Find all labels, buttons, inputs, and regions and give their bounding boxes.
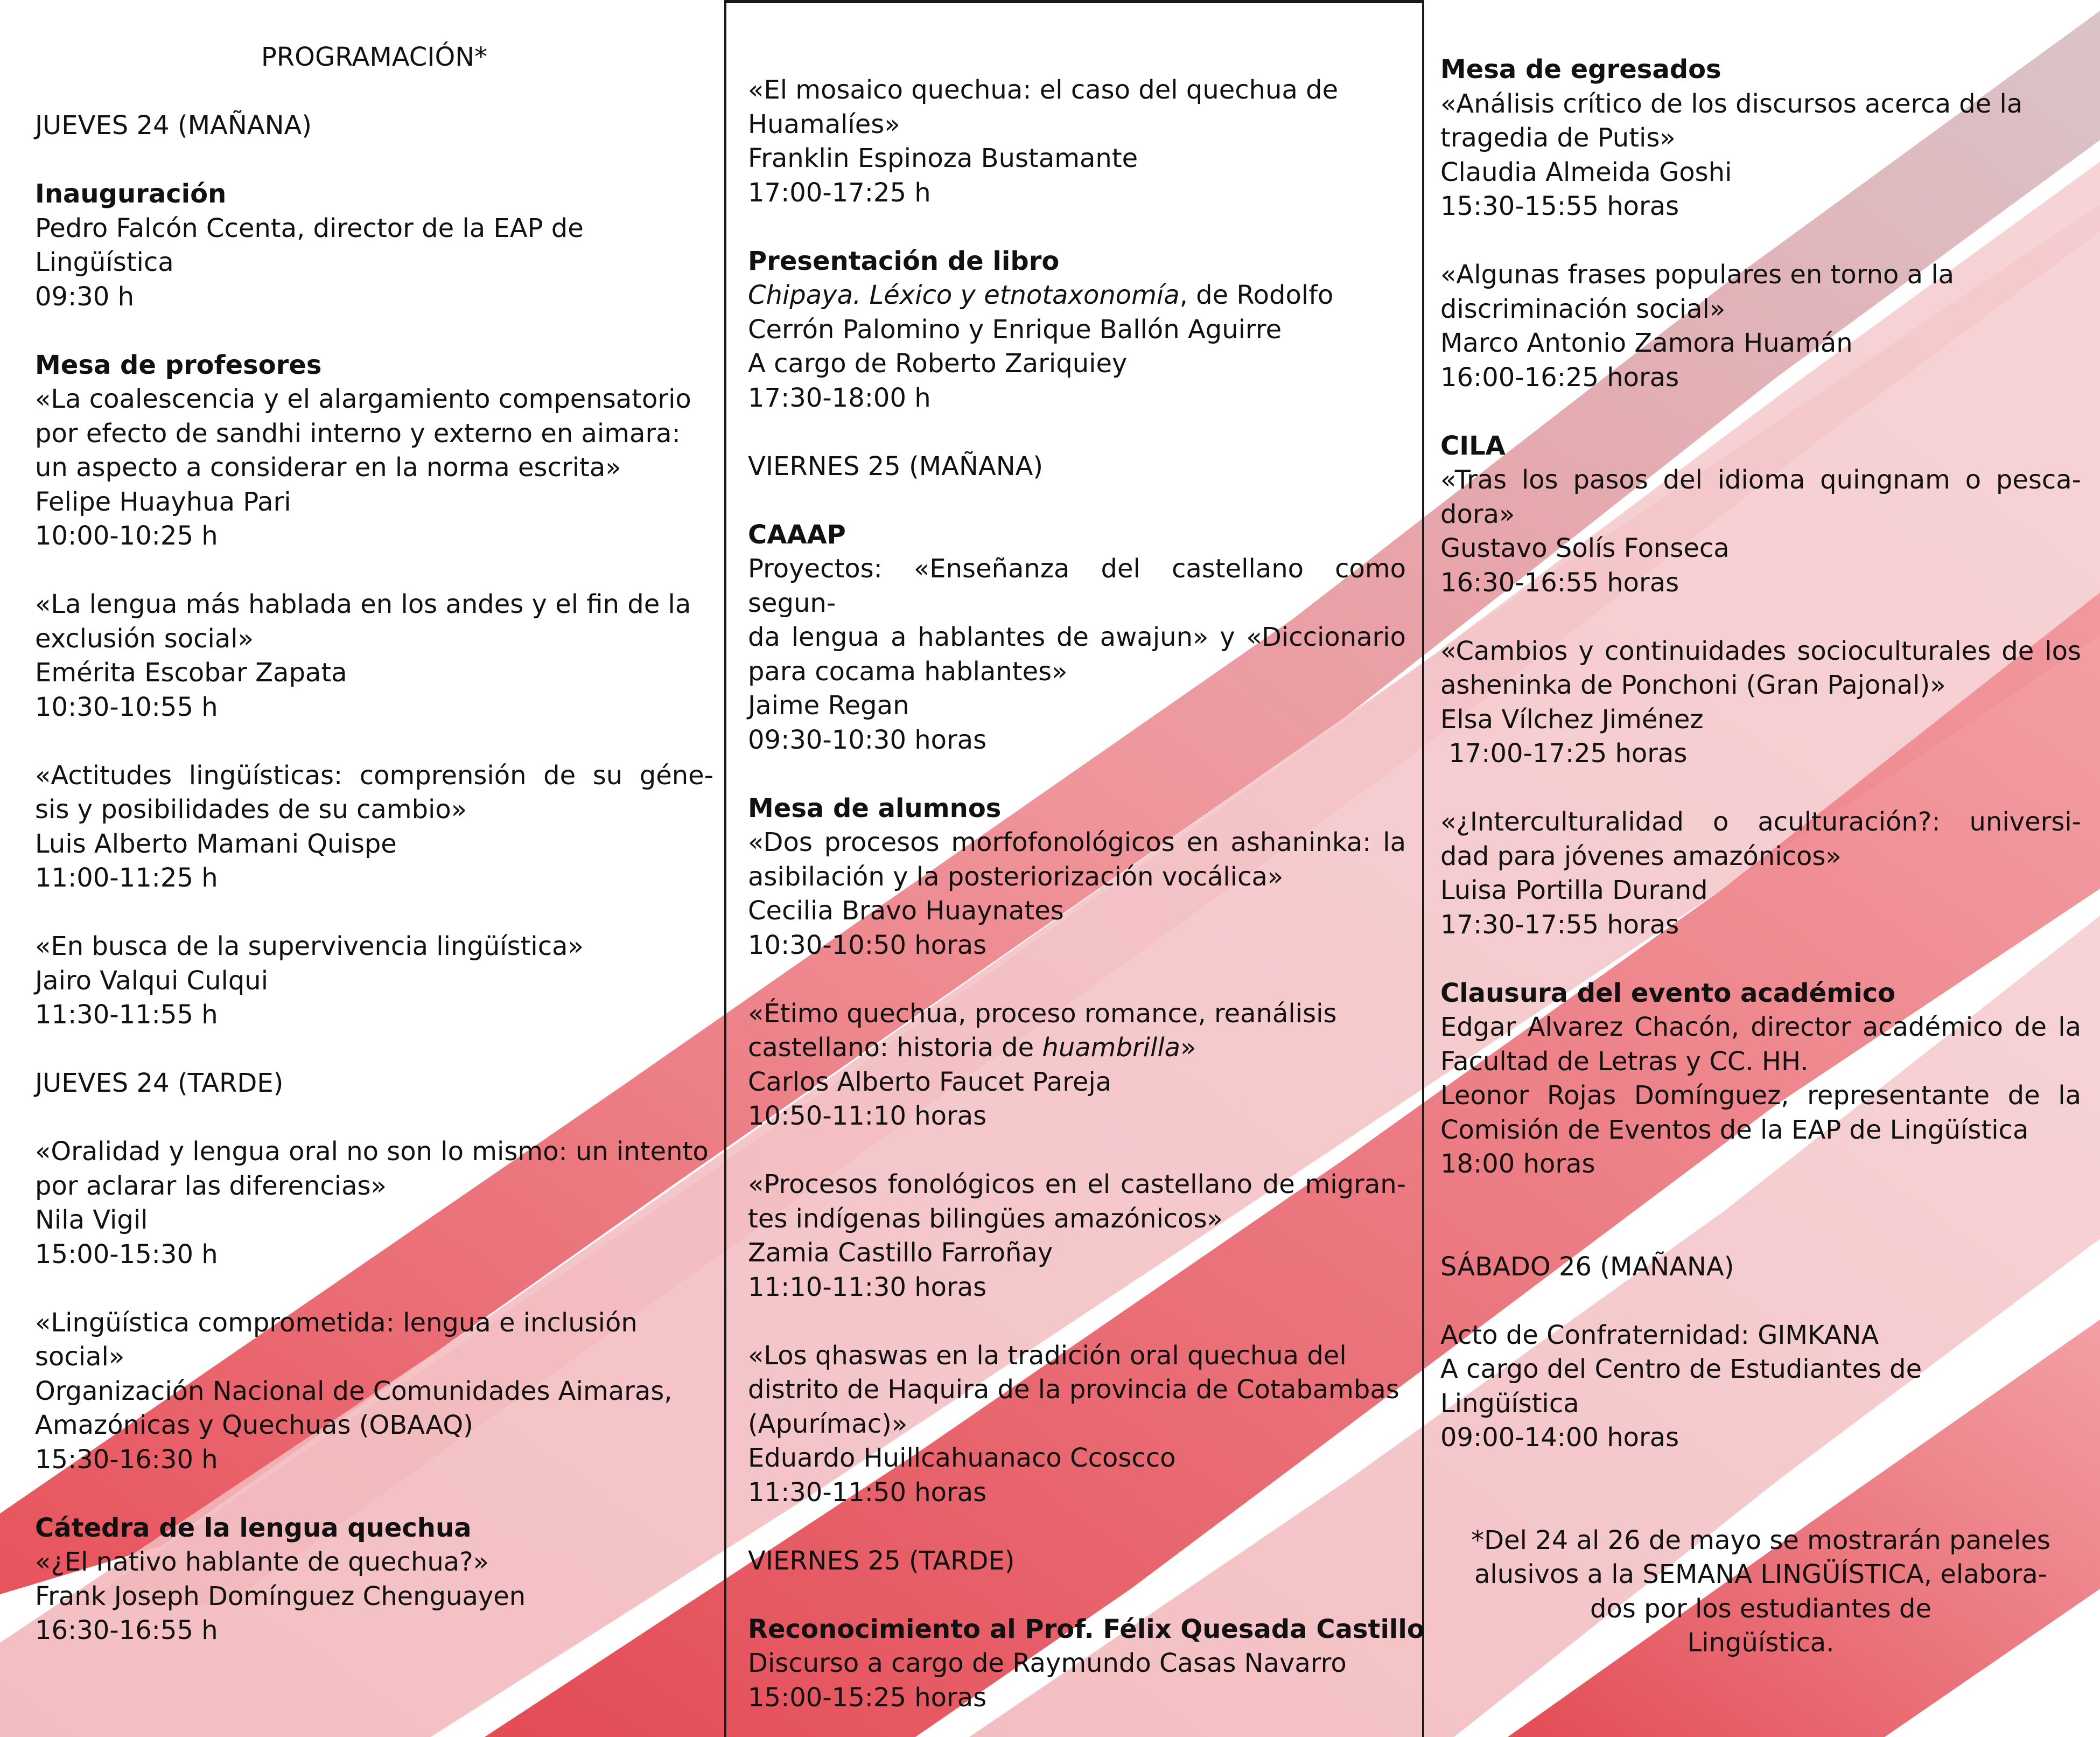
talk-title-line: social» [35, 1342, 125, 1372]
talk-time: 17:00-17:25 h [748, 177, 931, 208]
talk-title-line: Proyectos: «Enseñanza del castellano como segun- [748, 554, 1406, 618]
talk-time: 15:30-15:55 horas [1440, 191, 1679, 221]
inauguration-time: 09:30 h [35, 281, 135, 312]
footnote-line: Lingüística. [1687, 1628, 1835, 1658]
section-heading-students: Mesa de alumnos [748, 793, 1002, 824]
talk-time: 10:30-10:55 h [35, 692, 218, 722]
talk-speaker: Jaime Regan [748, 690, 909, 721]
talk-speaker: Felipe Huayhua Pari [35, 486, 291, 517]
section-heading-closing: Clausura del evento académico [1440, 978, 1896, 1008]
talk-title-italic-word: huambrilla [1042, 1033, 1181, 1063]
talk-title-line: «Procesos fonológicos en el castellano de migran- [748, 1169, 1406, 1199]
talk-title-line: «Los qhaswas en la tradición oral quechua del [748, 1340, 1347, 1371]
talk-time: 15:30-16:30 h [35, 1444, 218, 1475]
talk-speaker: Nila Vigil [35, 1205, 148, 1235]
section-heading-inauguration: Inauguración [35, 179, 227, 209]
book-authors-start: , de Rodolfo [1179, 280, 1334, 310]
talk-title-line: por aclarar las diferencias» [35, 1170, 387, 1201]
talk-title-line: «Oralidad y lengua oral no son lo mismo: un intento [35, 1136, 709, 1167]
talk-time: 11:30-11:50 horas [748, 1477, 987, 1508]
talk-title-line: un aspecto a considerar en la norma escrita» [35, 452, 621, 483]
talk-speaker: Zamia Castillo Farroñay [748, 1238, 1053, 1268]
day-heading-saturday-morning: SÁBADO 26 (MAÑANA) [1440, 1251, 1734, 1282]
talk-speaker: Emérita Escobar Zapata [35, 658, 347, 688]
talk-title-line: dora» [1440, 499, 1515, 529]
talk-title-line: «En busca de la supervivencia lingüística» [35, 931, 584, 961]
day-heading-friday-morning: VIERNES 25 (MAÑANA) [748, 451, 1044, 482]
talk-time: 16:30-16:55 h [35, 1615, 218, 1645]
talk-title-line: Huamalíes» [748, 109, 900, 139]
section-heading-quechua-chair: Cátedra de la lengua quechua [35, 1512, 472, 1543]
talk-organization: Organización Nacional de Comunidades Aimaras, [35, 1376, 673, 1406]
talk-title-line: para cocama hablantes» [748, 656, 1068, 687]
talk-title-text: » [1180, 1033, 1196, 1063]
footnote-line: *Del 24 al 26 de mayo se mostrarán paneles [1471, 1525, 2050, 1555]
talk-time: 10:50-11:10 horas [748, 1101, 987, 1131]
inauguration-speaker-line-2: Lingüística [35, 247, 174, 277]
talk-title-line: distrito de Haquira de la provincia de Cotabambas [748, 1375, 1399, 1405]
closing-speaker-line: Edgar Alvarez Chacón, director académico de la [1440, 1012, 2081, 1042]
talk-title-line: «Lingüística comprometida: lengua e inclusión [35, 1307, 638, 1338]
talk-title-line: «Análisis crítico de los discursos acerca de la [1440, 88, 2023, 119]
talk-title-line: asibilación y la posteriorización vocálica» [748, 861, 1284, 892]
closing-speaker-line: Comisión de Eventos de la EAP de Lingüística [1440, 1114, 2029, 1145]
talk-title-line: dad para jóvenes amazónicos» [1440, 841, 1842, 871]
closing-speaker-line: Leonor Rojas Domínguez, representante de la [1440, 1080, 2081, 1111]
talk-time: 16:30-16:55 horas [1440, 567, 1679, 598]
talk-speaker: Eduardo Huillcahuanaco Ccoscco [748, 1443, 1176, 1473]
talk-speaker: Elsa Vílchez Jiménez [1440, 704, 1704, 735]
talk-title-line: «Algunas frases populares en torno a la [1440, 260, 1955, 290]
talk-title-line: «Tras los pasos del idioma quingnam o pesca- [1440, 465, 2081, 495]
talk-time: 16:00-16:25 horas [1440, 362, 1679, 393]
talk-title-line: tes indígenas bilingües amazónicos» [748, 1203, 1223, 1234]
day-heading-thursday-afternoon: JUEVES 24 (TARDE) [35, 1068, 284, 1098]
talk-speaker: Gustavo Solís Fonseca [1440, 533, 1730, 563]
talk-title-line: discriminación social» [1440, 294, 1726, 324]
talk-organization: Amazónicas y Quechuas (OBAAQ) [35, 1410, 473, 1440]
talk-time: 18:00 horas [1440, 1149, 1595, 1179]
talk-speaker: Carlos Alberto Faucet Pareja [748, 1066, 1112, 1097]
book-title-line [748, 278, 1406, 313]
event-organizer: Lingüística [1440, 1388, 1579, 1419]
talk-time: 15:00-15:25 horas [748, 1682, 987, 1713]
talk-time: 15:00-15:30 h [35, 1239, 218, 1269]
talk-title-line [748, 1031, 1406, 1065]
section-heading-book-presentation: Presentación de libro [748, 246, 1060, 276]
talk-speaker: Marco Antonio Zamora Huamán [1440, 328, 1853, 358]
talk-time: 17:00-17:25 horas [1440, 738, 1688, 769]
program-column-2 [724, 0, 1424, 1737]
talk-time: 09:00-14:00 horas [1440, 1422, 1679, 1453]
book-authors: Cerrón Palomino y Enrique Ballón Aguirre [748, 314, 1282, 345]
talk-title-line: «El mosaico quechua: el caso del quechua de [748, 75, 1339, 105]
talk-speaker: Claudia Almeida Goshi [1440, 157, 1732, 187]
section-heading-recognition: Reconocimiento al Prof. Félix Quesada Castillo [748, 1614, 1425, 1644]
book-title: Chipaya. Léxico y etnotaxonomía [748, 280, 1180, 310]
event-title: Acto de Confraternidad: GIMKANA [1440, 1320, 1879, 1350]
section-heading-caaap: CAAAP [748, 519, 846, 550]
talk-title-line: «Dos procesos morfofonológicos en ashaninka: la [748, 827, 1406, 857]
talk-title-text: castellano: historia de [748, 1033, 1042, 1063]
talk-title-line: exclusión social» [35, 623, 254, 654]
program-column-3 [1440, 0, 2081, 1661]
talk-speaker: Luis Alberto Mamani Quispe [35, 828, 397, 859]
talk-title-line: «¿Interculturalidad o aculturación?: universi- [1440, 807, 2081, 837]
book-presenter: A cargo de Roberto Zariquiey [748, 348, 1128, 379]
talk-speaker: Franklin Espinoza Bustamante [748, 143, 1138, 173]
talk-speaker: Jairo Valqui Culqui [35, 965, 269, 996]
program-title: PROGRAMACIÓN* [261, 42, 488, 72]
footnote-line: alusivos a la SEMANA LINGÜÍSTICA, elabora- [1474, 1559, 2047, 1589]
day-heading-friday-afternoon: VIERNES 25 (TARDE) [748, 1545, 1015, 1576]
talk-speaker: Luisa Portilla Durand [1440, 875, 1708, 905]
talk-title-line: sis y posibilidades de su cambio» [35, 794, 467, 825]
talk-time: 17:30-17:55 horas [1440, 909, 1679, 940]
talk-time: 09:30-10:30 horas [748, 724, 987, 755]
program-column-1 [35, 0, 713, 1648]
talk-title-line: «La lengua más hablada en los andes y el fin de la [35, 589, 691, 619]
talk-speaker: Cecilia Bravo Huaynates [748, 896, 1064, 926]
talk-time: 10:30-10:50 horas [748, 930, 987, 960]
talk-time: 11:10-11:30 horas [748, 1272, 987, 1302]
event-organizer: A cargo del Centro de Estudiantes de [1440, 1354, 1922, 1384]
talk-title-line: «Cambios y continuidades socioculturales de los [1440, 636, 2081, 666]
talk-time: 10:00-10:25 h [35, 521, 218, 551]
day-heading-thursday-morning: JUEVES 24 (MAÑANA) [35, 110, 312, 141]
talk-title-line: por efecto de sandhi interno y externo en aimara: [35, 418, 681, 449]
section-heading-cila: CILA [1440, 430, 1506, 461]
talk-title-line: tragedia de Putis» [1440, 123, 1676, 153]
talk-title-line: da lengua a hablantes de awajun» y «Diccionario [748, 622, 1406, 652]
talk-time: 17:30-18:00 h [748, 382, 931, 413]
talk-time: 11:00-11:25 h [35, 863, 218, 893]
talk-speaker: Discurso a cargo de Raymundo Casas Navarro [748, 1648, 1347, 1678]
section-heading-professors: Mesa de profesores [35, 350, 322, 380]
talk-time: 11:30-11:55 h [35, 1000, 218, 1030]
talk-title-line: «La coalescencia y el alargamiento compensatorio [35, 384, 691, 414]
closing-speaker-line: Facultad de Letras y CC. HH. [1440, 1046, 1809, 1077]
talk-speaker: Frank Joseph Domínguez Chenguayen [35, 1581, 526, 1612]
section-heading-graduates: Mesa de egresados [1440, 54, 1721, 85]
footnote-line: dos por los estudiantes de [1590, 1593, 1931, 1624]
talk-title-line: «Actitudes lingüísticas: comprensión de su géne- [35, 760, 713, 791]
talk-title-line: asheninka de Ponchoni (Gran Pajonal)» [1440, 670, 1946, 700]
talk-title-line: «Étimo quechua, proceso romance, reanálisis [748, 998, 1337, 1029]
talk-title-line: «¿El nativo hablante de quechua?» [35, 1547, 489, 1577]
talk-title-line: (Apurímac)» [748, 1408, 908, 1439]
inauguration-speaker-line-1: Pedro Falcón Ccenta, director de la EAP de [35, 213, 584, 243]
